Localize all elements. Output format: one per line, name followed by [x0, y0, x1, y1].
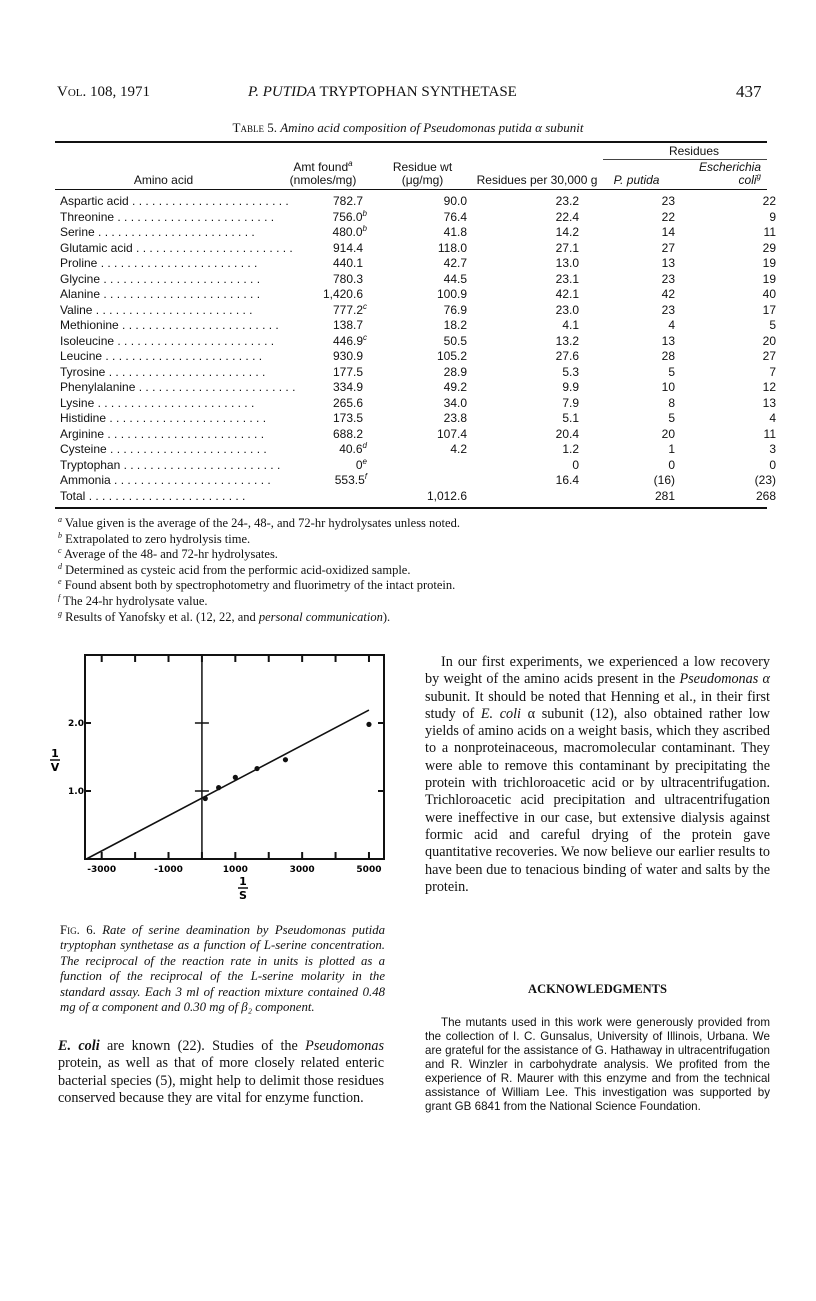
cell-amt: 777.2$^c$ — [332, 301, 367, 317]
cell-per: 16.4 — [555, 473, 579, 487]
cell-per: 13.0 — [555, 256, 579, 270]
cell-amt: 780.3 — [332, 271, 363, 286]
cell-ec: 9 — [769, 209, 776, 224]
cell-wt: 105.2 — [436, 349, 467, 363]
cell-ec: 19 — [762, 271, 776, 286]
cell-name: Lysine . . . . . . . . . . . . . . . . . . . . . . . . — [60, 395, 255, 410]
footnote: $^b$ Extrapolated to zero hydrolysis time. — [58, 530, 251, 546]
cell-pp: 8 — [668, 395, 675, 410]
cell-pp: 22 — [661, 209, 675, 224]
cell-per: 5.3 — [562, 364, 579, 379]
cell-name: Isoleucine . . . . . . . . . . . . . . . . . . . . . . . . — [60, 333, 275, 348]
cell-name: Leucine . . . . . . . . . . . . . . . . . . . . . . . . — [60, 349, 263, 363]
cell-pp: 23 — [661, 194, 675, 208]
footnote: $^e$ Found absent both by spectrophotometry and fluorimetry of the intact protein. — [58, 577, 456, 593]
cell-pp: 281 — [654, 488, 675, 503]
cell-amt: 1,420.6 — [322, 287, 363, 301]
cell-name: Phenylalanine . . . . . . . . . . . . . . . . . . . . . . . . — [60, 380, 296, 394]
table-bottom-rule — [55, 507, 767, 509]
col-amt-found: Amt found$^a$ (nmoles/mg) — [289, 159, 357, 187]
x-tick-label: 3000 — [289, 865, 315, 875]
cell-name: Tyrosine . . . . . . . . . . . . . . . . . . . . . . . . — [60, 364, 266, 379]
cell-name: Serine . . . . . . . . . . . . . . . . . . . . . . . . — [60, 225, 255, 239]
cell-per: 23.2 — [555, 194, 579, 208]
figure-label: Fig. 6. — [60, 923, 96, 937]
cell-name: Valine . . . . . . . . . . . . . . . . . . . . . . . . — [60, 302, 253, 317]
cell-name: Proline . . . . . . . . . . . . . . . . . . . . . . . . — [60, 256, 258, 270]
cell-name: Threonine . . . . . . . . . . . . . . . . . . . . . . . . — [60, 209, 275, 224]
cell-pp: (16) — [653, 473, 675, 487]
cell-wt: 1,012.6 — [426, 488, 467, 503]
cell-per: 4.1 — [562, 318, 579, 332]
cell-ec: 17 — [762, 302, 776, 317]
cell-amt: 40.6$^d$ — [339, 441, 367, 456]
cell-amt: 440.1 — [332, 256, 363, 270]
table-row — [55, 241, 776, 257]
cell-wt: 118.0 — [437, 240, 467, 255]
cell-wt: 18.2 — [443, 318, 467, 332]
cell-wt: 76.9 — [443, 302, 467, 317]
cell-per: 9.9 — [562, 380, 579, 394]
right-paragraph: In our first experiments, we experienced a low recovery by weight of the amino acids present in the Pseudomonas α subunit. It should be noted that Henning et al., in their first study of E. coli α subunit (12), also obtained rather low yields of amino acids on a weight basis, which they ascribed to a nonproteinaceous, macromolecular contaminant. They were able to remove this contaminant by precipitating the protein with trichloroacetic acid or by ultracentrifugation. Trichloroacetic acid precipitation and ultracentrifugation were ineffective in our case, but extensive dialysis against formic acid and careful drying of the protein gave quantitative recoveries. We now believe our earlier results to have been due to tenacious binding of water and salts by the protein. — [425, 654, 770, 895]
cell-pp: 5 — [668, 411, 675, 425]
table-top-rule — [55, 141, 767, 143]
cell-pp: 1 — [668, 442, 675, 456]
data-point — [254, 766, 259, 771]
cell-amt: 756.0$^b$ — [332, 208, 367, 224]
cell-ec: 0 — [769, 457, 776, 472]
cell-wt: 41.8 — [443, 225, 467, 239]
cell-name: Total . . . . . . . . . . . . . . . . . . . . . . . . — [60, 488, 246, 503]
cell-name: Aspartic acid . . . . . . . . . . . . . . . . . . . . . . . . — [60, 194, 289, 208]
cell-ec: 11 — [763, 225, 776, 239]
footnote: $^f$ The 24-hr hydrolysate value. — [58, 592, 208, 608]
table-row — [55, 458, 776, 474]
cell-per: 23.0 — [555, 302, 579, 317]
cell-amt: 173.5 — [332, 411, 363, 425]
figure-6-chart — [30, 640, 400, 920]
cell-per — [467, 489, 579, 505]
page-number: 437 — [736, 82, 762, 101]
cell-ec: 4 — [769, 411, 776, 425]
cell-per: 13.2 — [555, 333, 579, 348]
cell-pp: 5 — [668, 364, 675, 379]
cell-ec: 27 — [762, 349, 776, 363]
x-label-denominator: S — [239, 889, 247, 902]
table-row — [55, 489, 776, 505]
cell-per: 20.4 — [555, 426, 579, 441]
table-row — [55, 303, 776, 319]
cell-per: 27.6 — [555, 349, 579, 363]
cell-amt: 177.5 — [332, 364, 363, 379]
cell-wt: 76.4 — [443, 209, 467, 224]
cell-pp: 4 — [668, 318, 675, 332]
left-paragraph: E. coli are known (22). Studies of the Pseudomonas protein, as well as that of more closely related enteric bacterial species (5), might help to delimit those residues conserved because they are vital for enzyme function. — [58, 1038, 384, 1106]
cell-wt — [367, 458, 467, 474]
table-row — [55, 256, 776, 272]
cell-amt: 265.6 — [332, 395, 363, 410]
cell-per: 1.2 — [562, 442, 579, 456]
cell-per: 27.1 — [555, 240, 579, 255]
table-row — [55, 411, 776, 427]
figure-caption-text: Rate of serine deamination by Pseudomonas putida tryptophan synthetase as a function of L-serine concentration. The reciprocal of the reaction rate in units is plotted as a function of the reciprocal of the L-serine molarity in the standard assay. Each 3 ml of reaction mixture contained 0.48 mg of α component and 0.30 mg of β₂ component. — [60, 923, 385, 1015]
cell-ec: 268 — [755, 488, 776, 503]
cell-per: 5.1 — [562, 411, 579, 425]
cell-amt: 0e — [355, 456, 367, 472]
data-point — [203, 796, 208, 801]
x-tick-label: 5000 — [356, 865, 382, 875]
cell-name: Cysteine . . . . . . . . . . . . . . . . . . . . . . . . — [60, 442, 267, 456]
col-residue-wt: Residue wt (μg/mg) — [392, 160, 453, 187]
col-e-coli: Escherichia coli$^g$ — [698, 160, 761, 187]
table-body — [55, 194, 776, 504]
cell-name: Glutamic acid . . . . . . . . . . . . . . . . . . . . . . . . — [60, 240, 293, 255]
table-row — [55, 225, 776, 241]
acknowledgments-heading: ACKNOWLEDGMENTS — [528, 982, 667, 996]
cell-name: Arginine . . . . . . . . . . . . . . . . . . . . . . . . — [60, 426, 265, 441]
cell-wt — [367, 473, 467, 489]
cell-per: 7.9 — [562, 395, 579, 410]
table-caption — [0, 120, 816, 136]
cell-ec: 20 — [762, 333, 776, 348]
running-title — [248, 84, 517, 101]
table-row — [55, 287, 776, 303]
volume-text: Vol. 108, 1971 — [57, 84, 150, 100]
col-per-30000: Residues per 30,000 g — [476, 173, 598, 187]
cell-name: Alanine . . . . . . . . . . . . . . . . . . . . . . . . — [60, 287, 261, 301]
table-header — [55, 144, 767, 188]
table-row — [55, 210, 776, 226]
cell-per: 22.4 — [555, 209, 579, 224]
y-label-numerator: 1 — [51, 747, 59, 760]
col-p-putida: P. putida — [613, 173, 660, 187]
cell-ec: 13 — [762, 395, 776, 410]
cell-amt — [275, 489, 367, 505]
table-row — [55, 349, 776, 365]
table-footnotes — [58, 516, 460, 625]
cell-wt: 4.2 — [450, 442, 467, 456]
cell-wt: 42.7 — [443, 256, 467, 270]
x-tick-label: 1000 — [222, 865, 248, 875]
plot-frame — [85, 655, 384, 859]
cell-ec: 7 — [769, 364, 776, 379]
table-row — [55, 380, 776, 396]
acknowledgments-text: The mutants used in this work were generously provided from the collection of I. C. Gunsalus, University of Illinois, Urbana. We are grateful for the assistance of G. Hathaway in ultracentrifugation and R. Winzler in carbohydrate analysis. We profited from the experience of R. Maurer with this enzyme and from the technical assistance of William Lee. This investigation was supported by grant GB 6841 from the National Science Foundation. — [425, 1016, 770, 1113]
table-row — [55, 427, 776, 443]
cell-per: 14.2 — [555, 225, 579, 239]
cell-pp: 10 — [661, 380, 675, 394]
cell-name: Methionine . . . . . . . . . . . . . . . . . . . . . . . . — [60, 318, 279, 332]
footnote: $^d$ Determined as cysteic acid from the performic acid-oxidized sample. — [58, 561, 411, 577]
cell-wt: 50.5 — [443, 333, 467, 348]
cell-ec: 29 — [762, 240, 776, 255]
col-amino-acid: Amino acid — [133, 173, 194, 187]
table-row — [55, 473, 776, 489]
cell-pp: 42 — [661, 287, 675, 301]
cell-amt: 334.9 — [332, 380, 363, 394]
cell-wt: 23.8 — [443, 411, 467, 425]
cell-wt: 28.9 — [443, 364, 467, 379]
table-row — [55, 334, 776, 350]
y-label-denominator: V — [50, 761, 60, 774]
y-tick-label: 1.0 — [68, 787, 84, 797]
cell-name: Histidine . . . . . . . . . . . . . . . . . . . . . . . . — [60, 411, 267, 425]
cell-pp: 13 — [661, 256, 675, 270]
cell-pp: 27 — [661, 240, 675, 255]
cell-amt: 480.0$^b$ — [332, 224, 367, 239]
data-point — [283, 757, 288, 762]
table-row — [55, 442, 776, 458]
table-row — [55, 272, 776, 288]
footnote: $^c$ Average of the 48- and 72-hr hydrolysates. — [58, 546, 278, 562]
cell-pp: 0 — [668, 457, 675, 472]
cell-ec: (23) — [754, 473, 776, 487]
data-point — [366, 722, 371, 727]
cell-amt: 782.7 — [332, 194, 363, 208]
cell-pp: 23 — [661, 271, 675, 286]
table-label: Table 5. — [232, 120, 277, 135]
table-row — [55, 365, 776, 381]
x-tick-label: -3000 — [87, 865, 117, 875]
cell-ec: 3 — [769, 442, 776, 456]
cell-name: Glycine . . . . . . . . . . . . . . . . . . . . . . . . — [60, 271, 261, 286]
cell-pp: 28 — [661, 349, 675, 363]
cell-wt: 34.0 — [443, 395, 467, 410]
table-title: Amino acid composition of Pseudomonas putida α subunit — [280, 120, 584, 135]
cell-wt: 49.2 — [443, 380, 467, 394]
cell-wt: 90.0 — [443, 194, 467, 208]
cell-amt: 138.7 — [332, 318, 363, 332]
cell-pp: 20 — [661, 426, 675, 441]
running-title-rest: TRYPTOPHAN SYNTHETASE — [316, 84, 517, 100]
cell-ec: 22 — [762, 194, 776, 208]
table-row — [55, 396, 776, 412]
footnote: $^g$ Results of Yanofsky et al. (12, 22, and personal communication). — [58, 608, 391, 624]
cell-amt: 914.4 — [332, 240, 363, 255]
cell-amt: 553.5$^f$ — [334, 472, 367, 487]
y-tick-label: 2.0 — [68, 719, 84, 729]
cell-ec: 5 — [769, 318, 776, 332]
cell-ec: 12 — [762, 380, 776, 394]
table-row — [55, 318, 776, 334]
data-point — [216, 785, 221, 790]
cell-amt: 930.9 — [332, 349, 363, 363]
data-point — [233, 775, 238, 780]
cell-pp: 14 — [661, 225, 675, 239]
cell-wt: 44.5 — [443, 271, 467, 286]
cell-ec: 19 — [762, 256, 776, 270]
cell-ec: 11 — [763, 426, 776, 441]
running-title-italic: P. PUTIDA — [248, 84, 317, 100]
cell-pp: 23 — [661, 302, 675, 317]
col-residues-group: Residues — [603, 144, 767, 160]
cell-name: Tryptophan . . . . . . . . . . . . . . . . . . . . . . . . — [60, 457, 281, 472]
cell-ec: 40 — [762, 287, 776, 301]
cell-wt: 107.4 — [436, 426, 467, 441]
cell-amt: 688.2 — [332, 426, 363, 441]
running-volume — [57, 84, 150, 101]
cell-wt: 100.9 — [436, 287, 467, 301]
table-row — [55, 194, 776, 210]
cell-pp: 13 — [661, 333, 675, 348]
table-header-rule — [55, 189, 767, 190]
fit-line — [86, 710, 369, 859]
cell-per: 42.1 — [555, 287, 579, 301]
x-tick-label: -1000 — [154, 865, 183, 875]
footnote: $^a$ Value given is the average of the 24-, 48-, and 72-hr hydrolysates unless noted. — [58, 514, 460, 530]
cell-name: Ammonia . . . . . . . . . . . . . . . . . . . . . . . . — [60, 473, 271, 487]
cell-per: 0 — [572, 457, 579, 472]
figure-caption — [60, 923, 385, 1015]
cell-amt: 446.9$^c$ — [332, 332, 367, 348]
x-label-numerator: 1 — [239, 875, 247, 888]
cell-per: 23.1 — [555, 271, 579, 286]
